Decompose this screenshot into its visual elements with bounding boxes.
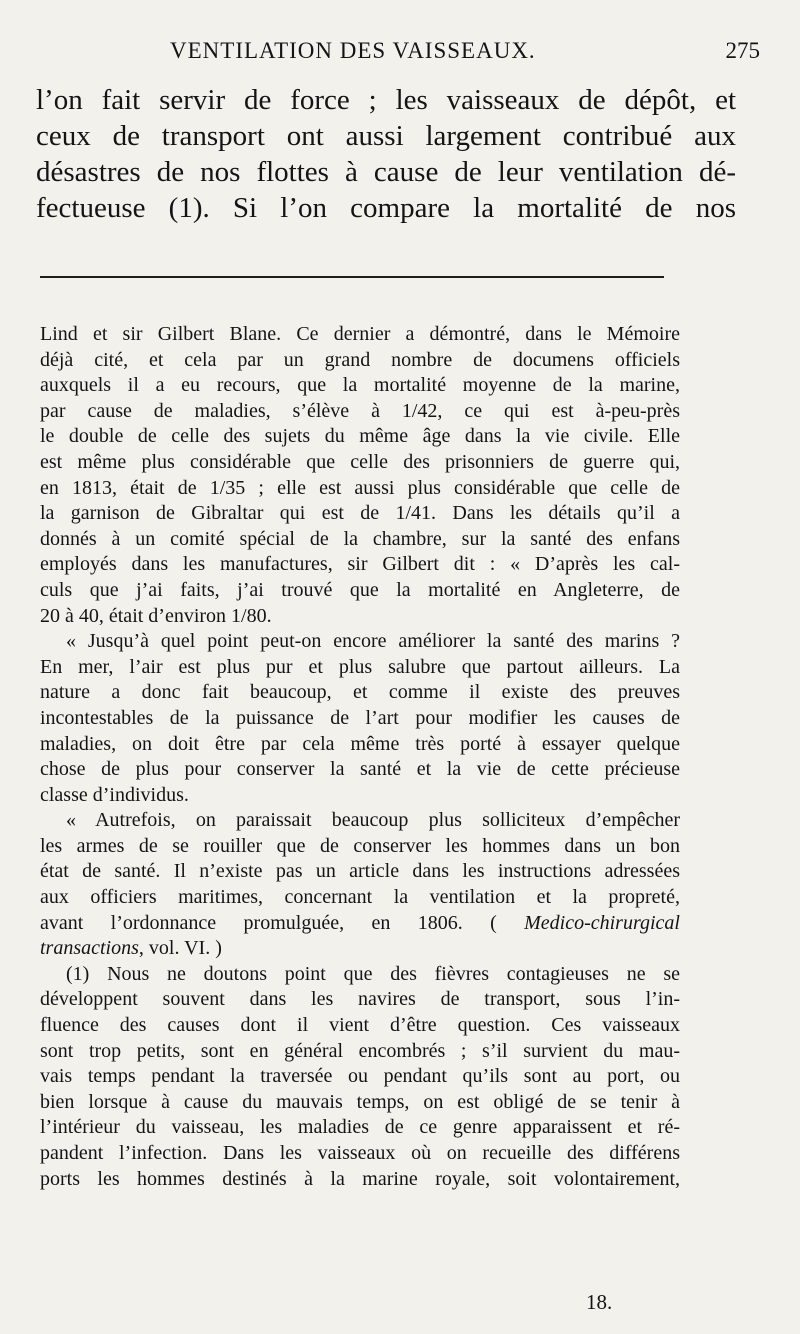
volume-ref: , vol. VI. ) [138,937,222,960]
note-line: pandent l’infection. Dans les vaisseaux où on recueille des différens [40,1142,680,1164]
note-line: Lind et sir Gilbert Blane. Ce dernier a démontré, dans le Mémoire [40,323,680,345]
note-line: fluence des causes dont il vient d’être question. Ces vaisseaux [40,1014,680,1037]
note-line: en 1813, était de 1/35 ; elle est aussi plus considérable que celle de [40,476,680,499]
note-line: incontestables de la puissance de l’art pour modifier les causes de [40,706,680,729]
note-line: 20 à 40, était d’environ 1/80. [40,604,272,627]
note-line: par cause de maladies, s’élève à 1/42, ce qui est à-peu-près [40,399,680,422]
footnote-divider [40,276,664,278]
note-line: le double de celle des sujets du même âge dans la vie civile. Elle [40,425,680,448]
note-line: développent souvent dans les navires de transport, sous l’in- [40,988,680,1011]
note-line: (1) Nous ne doutons point que des fièvres contagieuses ne se [66,962,680,985]
signature-mark: 18. [586,1290,613,1314]
note-line: l’intérieur du vaisseau, les maladies de ce genre apparaissent et ré- [40,1116,680,1139]
text-line: ceux de transport ont aussi largement contribué aux [36,120,736,152]
note-line: déjà cité, et cela par un grand nombre de documens officiels [40,348,680,371]
note-line: En mer, l’air est plus pur et plus salubre que partout ailleurs. La [40,655,680,678]
note-line: est même plus considérable que celle des prisonniers de guerre qui, [40,450,680,473]
main-text [36,82,736,226]
note-line: auxquels il a eu recours, que la mortalité moyenne de la marine, [40,374,680,397]
text-line: désastres de nos flottes à cause de leur ventilation dé- [36,156,736,188]
note-line: ports les hommes destinés à la marine royale, soit volontairement, [40,1167,680,1190]
note-line: sont trop petits, sont en général encombrés ; s’il survient du mau- [40,1039,680,1062]
text-line: l’on fait servir de force ; les vaisseaux de dépôt, et [36,84,736,116]
note-line: état de santé. Il n’existe pas un article dans les instructions adressées [40,860,680,883]
note-line: nature a donc fait beaucoup, et comme il existe des preuves [40,681,680,704]
note-line: « Autrefois, on paraissait beaucoup plus solliciteux d’empêcher [66,809,680,832]
note-line: maladies, on doit être par cela même très porté à essayer quelque [40,732,680,755]
footnote-block [40,322,680,1192]
note-line: la garnison de Gibraltar qui est de 1/41. Dans les détails qu’il a [40,502,680,525]
running-title: VENTILATION DES VAISSEAUX. [170,38,536,63]
journal-title: Medico-chirurgical [524,911,680,934]
note-line [40,936,680,962]
note-line: aux officiers maritimes, concernant la ventilation et la propreté, [40,886,680,909]
note-line: employés dans les manufactures, sir Gilbert dit : « D’après les cal- [40,553,680,576]
note-line: culs que j’ai faits, j’ai trouvé que la mortalité en Angleterre, de [40,578,680,601]
note-line: les armes de se rouiller que de conserver les hommes dans un bon [40,834,680,857]
page-number: 275 [725,38,760,63]
journal-title: transactions [40,937,139,960]
note-line: classe d’individus. [40,783,189,806]
citation-text: avant l’ordonnance promulguée, en 1806. ( [40,911,497,934]
note-line: vais temps pendant la traversée ou pendant qu’ils sont au port, ou [40,1065,680,1088]
note-line: « Jusqu’à quel point peut-on encore améliorer la santé des marins ? [66,630,680,653]
page-header [40,38,760,74]
note-line: bien lorsque à cause du mauvais temps, on est obligé de se tenir à [40,1090,680,1113]
text-line: fectueuse (1). Si l’on compare la mortalité de nos [36,192,736,224]
note-line: chose de plus pour conserver la santé et la vie de cette précieuse [40,758,680,781]
note-line: donnés à un comité spécial de la chambre, sur la santé des enfans [40,527,680,550]
note-line [40,911,680,937]
